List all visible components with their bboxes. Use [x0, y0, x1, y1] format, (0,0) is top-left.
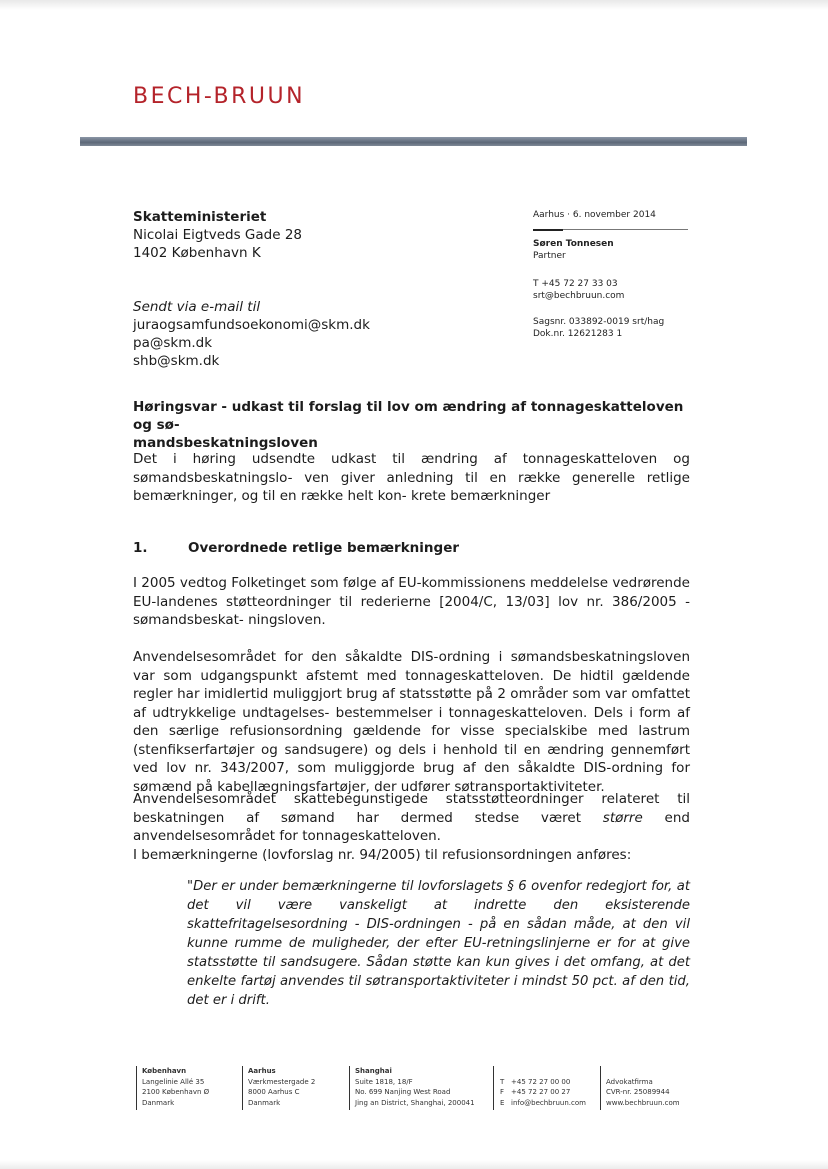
- footer-divider: [136, 1066, 137, 1110]
- office-city: Aarhus: [248, 1067, 276, 1075]
- sender-email[interactable]: srt@bechbruun.com: [533, 291, 625, 301]
- office-line: Jing an District, Shanghai, 200041: [355, 1098, 475, 1107]
- office-line: 2100 København Ø: [142, 1088, 210, 1096]
- office-city: Shanghai: [355, 1067, 392, 1075]
- footer-office-copenhagen: [142, 1066, 209, 1108]
- footer-phone: [500, 1077, 586, 1088]
- firm-type: Advokatfirma: [606, 1077, 653, 1086]
- body-paragraph: I 2005 vedtog Folketinget som følge af EU-kommissionens meddelelse vedrørende EU-landenes støtteordninger til rederierne [2004/C, 13/03] lov nr. 386/2005 - sømandsbeskat- ningsloven.: [133, 575, 690, 628]
- subject-line: Høringsvar - udkast til forslag til lov om ændring af tonnageskatteloven og sø-: [133, 399, 684, 433]
- meta-divider-accent: [533, 229, 563, 231]
- emphasized-word: større: [602, 809, 643, 826]
- body-paragraph: Anvendelsesområdet for den såkaldte DIS-ordning i sømandsbeskatningsloven var som udgangspunkt afstemt med tonnageskatteloven. De hidtil gældende regler har imidlertid muliggjort brug af statsstøtte på 2 områder som var omfattet af udtrykkelige undtagelses- bestemmelser i tonnageskatteloven. Dels i form af den særlige refusionsordning gældende for visse specialskibe med lastrum (stenfikserfartøjer og sandsugere) og dels i henhold til en ændring gennemført ved lov nr. 343/2007, som muliggjorde brug af den såkaldte DIS-ordning for sømænd på kabellægningsfartøjer, der udfører søtransportaktiviteter.: [133, 649, 690, 795]
- office-line: 8000 Aarhus C: [248, 1088, 300, 1096]
- footer-contact: [500, 1066, 586, 1108]
- subject-line: mandsbeskatningsloven: [133, 435, 318, 451]
- company-logo: BECH-BRUUN: [133, 84, 306, 109]
- recipient-email[interactable]: shb@skm.dk: [133, 353, 220, 369]
- sender-block: [533, 238, 614, 262]
- office-line: Danmark: [142, 1098, 175, 1107]
- body-paragraph: [133, 790, 690, 846]
- sender-name: Søren Tonnesen: [533, 239, 614, 249]
- footer-divider: [242, 1066, 243, 1110]
- header-rule: [80, 137, 747, 146]
- footer-email[interactable]: [500, 1098, 586, 1109]
- section-number: 1.: [133, 540, 148, 556]
- footer-key: F: [500, 1088, 505, 1096]
- section-title: Overordnede retlige bemærkninger: [188, 540, 460, 556]
- office-line: Langelinie Allé 35: [142, 1077, 205, 1086]
- paragraph-text: end anvendelsesområdet for tonnageskatteloven.: [133, 809, 690, 844]
- letter-subject: [133, 398, 693, 452]
- sender-contact: [533, 278, 624, 302]
- recipient-email[interactable]: juraogsamfundsoekonomi@skm.dk: [133, 317, 370, 333]
- office-line: Danmark: [248, 1098, 281, 1107]
- footer-divider: [349, 1066, 350, 1110]
- office-line: Suite 1818, 18/F: [355, 1077, 413, 1086]
- office-city: København: [142, 1067, 187, 1075]
- case-number: Sagsnr. 033892-0019 srt/hag: [533, 317, 665, 327]
- recipient-organization: Skatteministeriet: [133, 209, 267, 225]
- footer-value[interactable]: info@bechbruun.com: [511, 1098, 586, 1107]
- footer-office-shanghai: [355, 1066, 475, 1108]
- sender-phone: T +45 72 27 33 03: [533, 279, 618, 289]
- reference-numbers: [533, 316, 664, 340]
- office-line: Værkmestergade 2: [248, 1077, 316, 1086]
- footer-divider: [600, 1066, 601, 1110]
- scan-top-edge: [0, 0, 828, 10]
- recipient-city: 1402 København K: [133, 245, 261, 261]
- recipient-street: Nicolai Eigtveds Gade 28: [133, 227, 303, 243]
- footer-value: +45 72 27 00 27: [511, 1088, 571, 1096]
- footer-value: +45 72 27 00 00: [511, 1077, 571, 1086]
- footer-fax: [500, 1087, 586, 1098]
- sent-via-block: [133, 298, 370, 370]
- recipient-address: [133, 208, 302, 262]
- scan-bottom-edge: [0, 1160, 828, 1169]
- body-paragraph: I bemærkningerne (lovforslag nr. 94/2005) til refusionsordningen anføres:: [133, 847, 632, 863]
- document-number: Dok.nr. 12621283 1: [533, 329, 623, 339]
- block-quote: "Der er under bemærkningerne til lovforslagets § 6 ovenfor redegjort for, at det vil være vanskeligt at indrette den eksisterende skattefritagelsesordning - DIS-ordningen - på en sådan måde, at den vil kunne rumme de muligheder, der efter EU-retningslinjerne er for at give statsstøtte til sandsugere. Sådan støtte kan kun gives i det omfang, at det enkelte fartøj anvendes til søtransportaktiviteter i mindst 50 pct. af den tid, det er i drift.: [187, 879, 690, 1008]
- sender-title: Partner: [533, 251, 566, 261]
- recipient-email[interactable]: pa@skm.dk: [133, 335, 213, 351]
- office-line: No. 699 Nanjing West Road: [355, 1088, 451, 1096]
- footer-key: T: [500, 1077, 505, 1086]
- firm-website[interactable]: www.bechbruun.com: [606, 1098, 680, 1107]
- footer-key: E: [500, 1098, 505, 1107]
- firm-cvr: CVR-nr. 25089944: [606, 1088, 670, 1096]
- paragraph-text: Anvendelsesområdet skattebegunstigede statsstøtteordninger relateret til beskatningen af sømand har dermed stedse været: [133, 791, 690, 826]
- footer-firm: [606, 1066, 680, 1108]
- footer-divider: [493, 1066, 494, 1110]
- sent-via-label: Sendt via e-mail til: [133, 299, 261, 315]
- footer-office-aarhus: [248, 1066, 315, 1108]
- intro-paragraph: Det i høring udsendte udkast til ændring af tonnageskatteloven og sømandsbeskatningslo- ven giver anledning til en række generelle retlige bemærkninger, og til en række helt kon- krete bemærkninger: [133, 451, 690, 504]
- letter-date: Aarhus · 6. november 2014: [533, 210, 656, 220]
